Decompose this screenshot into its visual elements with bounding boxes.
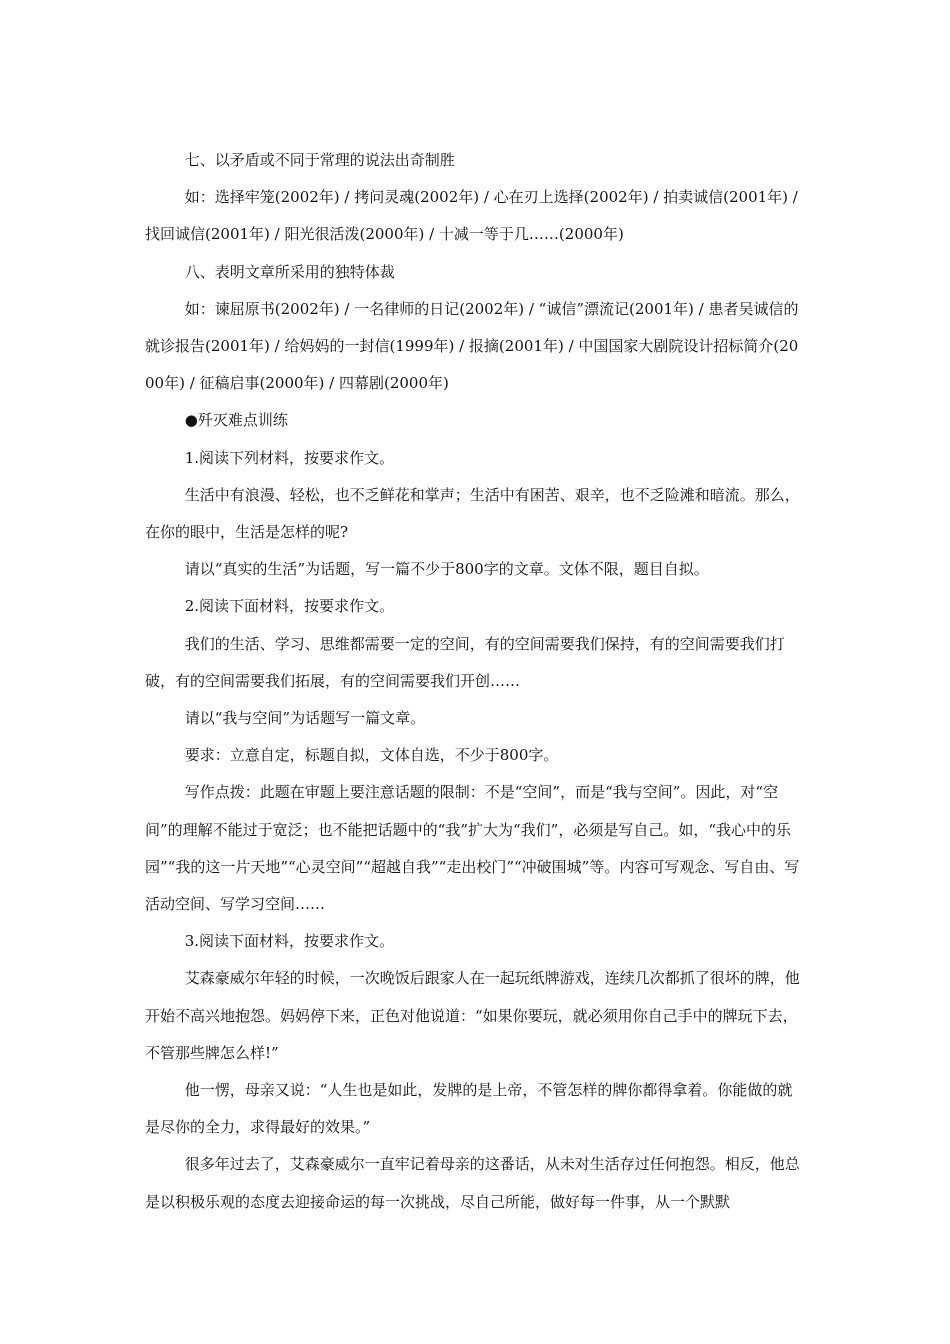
exercise-2-tips: 写作点拨：此题在审题上要注意话题的限制：不是“空间”，而是“我与空间”。因此，对“空间”的理解不能过于宽泛；也不能把话题中的“我”扩大为“我们”，必须是写自己。如，“我心中的乐园”“我的这一片天地”“心灵空间”“超越自我”“走出校门”“冲破围城”等。内容可写观念、写自由、写活动空间、写学习空间…… [145,783,800,914]
document-body [145,142,807,1221]
section-heading-8: 八、表明文章所采用的独特体裁 [184,262,395,281]
exercise-2-instruction: 2.阅读下面材料，按要求作文。 [184,597,395,616]
exercise-2-requirements: 要求：立意自定，标题自拟，文体自选，不少于800字。 [184,746,559,765]
exercise-3-material-1: 艾森豪威尔年轻的时候，一次晚饭后跟家人在一起玩纸牌游戏，连续几次都抓了很坏的牌，他开始不高兴地抱怨。妈妈停下来，正色对他说道：“如果你要玩，就必须用你自己手中的牌玩下去，不管那些牌怎么样!” [145,969,800,1062]
exercise-1-material: 生活中有浪漫、轻松，也不乏鲜花和掌声；生活中有困苦、艰辛，也不乏险滩和暗流。那么，在你的眼中，生活是怎样的呢? [145,485,800,542]
training-heading: ●歼灭难点训练 [184,411,288,430]
exercise-2-task: 请以“我与空间”为话题写一篇文章。 [184,709,426,728]
exercise-3-material-3: 很多年过去了，艾森豪威尔一直牢记着母亲的这番话，从未对生活存过任何抱怨。相反，他总是以积极乐观的态度去迎接命运的每一次挑战，尽自己所能，做好每一件事，从一个默默 [145,1155,800,1211]
exercise-1-instruction: 1.阅读下列材料，按要求作文。 [184,448,395,467]
example-list-8: 如：谏屈原书(2002年) / 一名律师的日记(2002年) / “诚信”漂流记(2001年) / 患者吴诚信的就诊报告(2001年) / 给妈妈的一封信(1999年) / 报摘(2001年) / 中国国家大剧院设计招标简介(2000年) / 征稿启事(2000年) / 四幕剧(2000年) [145,299,799,393]
example-list-7: 如：选择牢笼(2002年) / 拷问灵魂(2002年) / 心在刃上选择(2002年) / 拍卖诚信(2001年) / 找回诚信(2001年) / 阳光很活泼(2000年) / 十减一等于几……(2000年) [145,188,798,244]
exercise-3-material-2: 他一愣，母亲又说：“人生也是如此，发牌的是上帝，不管怎样的牌你都得拿着。你能做的就是尽你的全力，求得最好的效果。” [145,1081,793,1137]
exercise-1-task: 请以“真实的生活”为话题，写一篇不少于800字的文章。文体不限，题目自拟。 [184,560,709,579]
exercise-2-material: 我们的生活、学习、思维都需要一定的空间，有的空间需要我们保持，有的空间需要我们打破，有的空间需要我们拓展，有的空间需要我们开创…… [145,634,785,690]
exercise-3-instruction: 3.阅读下面材料，按要求作文。 [184,932,395,951]
section-heading-7: 七、以矛盾或不同于常理的说法出奇制胜 [184,151,455,169]
